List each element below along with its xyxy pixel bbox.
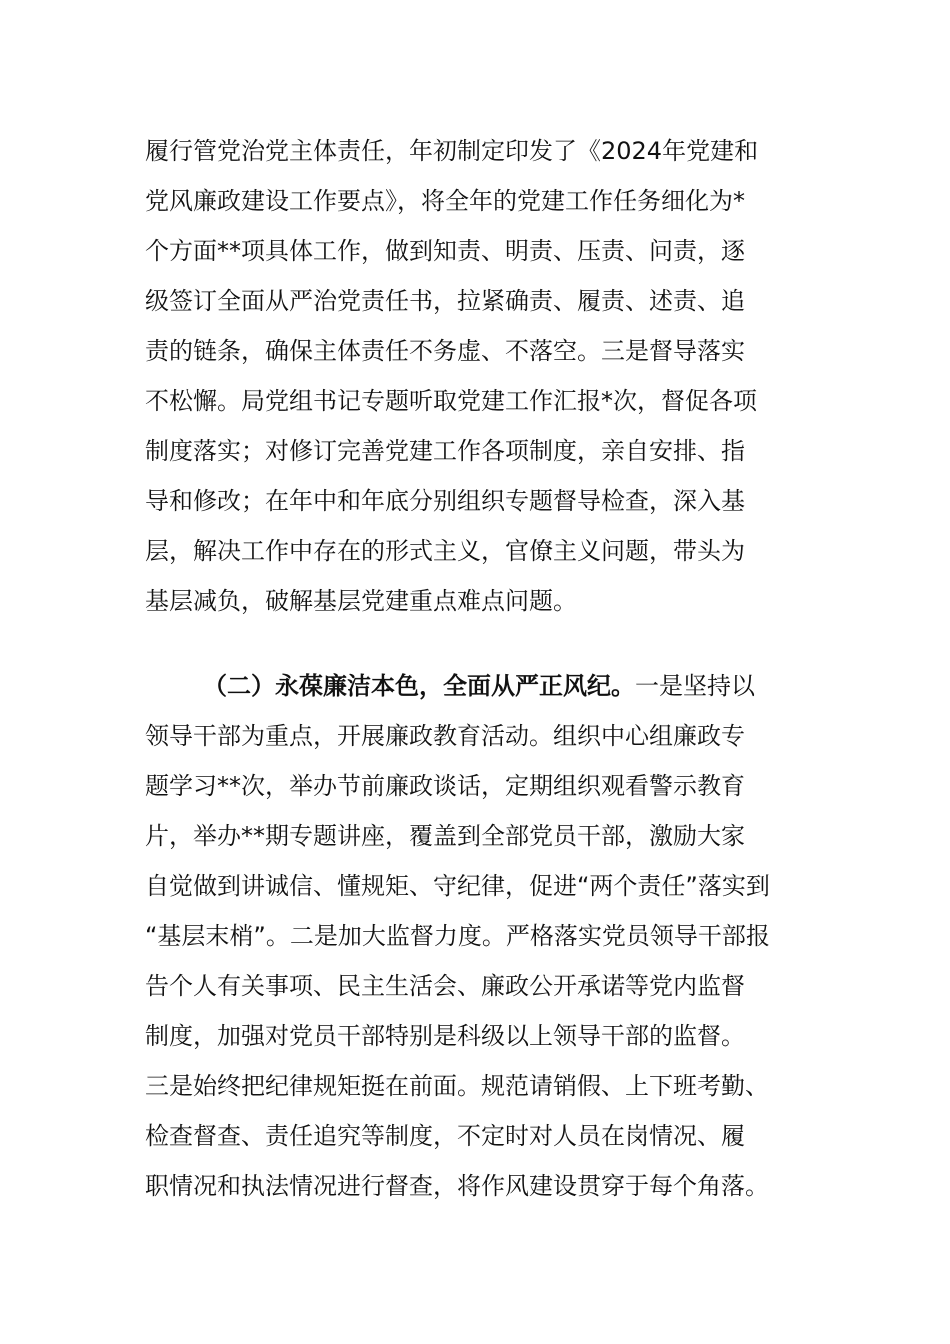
paragraph-2-line: 片，举办**期专题讲座，覆盖到全部党员干部，激励大家: [145, 822, 745, 850]
paragraph-2-line: 领导干部为重点，开展廉政教育活动。组织中心组廉政专: [145, 722, 745, 750]
paragraph-1-line: 履行管党治党主体责任，年初制定印发了《2024年党建和: [145, 137, 759, 165]
paragraph-1-line: 级签订全面从严治党责任书，拉紧确责、履责、述责、追: [145, 287, 745, 315]
paragraph-2-line: 自觉做到讲诚信、懂规矩、守纪律，促进“两个责任”落实到: [145, 872, 770, 900]
paragraph-2-line: 题学习**次，举办节前廉政谈话，定期组织观看警示教育: [145, 772, 745, 800]
paragraph-1-line: 不松懈。局党组书记专题听取党建工作汇报*次，督促各项: [145, 387, 757, 415]
paragraph-2-line: 检查督查、责任追究等制度，不定时对人员在岗情况、履: [145, 1122, 745, 1150]
paragraph-2-line: 制度，加强对党员干部特别是科级以上领导干部的监督。: [145, 1022, 745, 1050]
paragraph-2-line: 告个人有关事项、民主生活会、廉政公开承诺等党内监督: [145, 972, 745, 1000]
paragraph-2-first-line-text: 一是坚持以: [635, 672, 755, 700]
paragraph-1-line: 层，解决工作中存在的形式主义，官僚主义问题，带头为: [145, 537, 745, 565]
paragraph-2-line: 职情况和执法情况进行督查，将作风建设贯穿于每个角落。: [145, 1172, 769, 1200]
paragraph-2-first-line: [203, 661, 755, 711]
paragraph-1-line: 基层减负，破解基层党建重点难点问题。: [145, 587, 577, 615]
paragraph-1-line: 个方面**项具体工作，做到知责、明责、压责、问责，逐: [145, 237, 745, 265]
paragraph-2-line: “基层末梢”。二是加大监督力度。严格落实党员领导干部报: [145, 922, 770, 950]
paragraph-1-line: 导和修改；在年中和年底分别组织专题督导检查，深入基: [145, 487, 745, 515]
paragraph-1-line: 党风廉政建设工作要点》，将全年的党建工作任务细化为*: [145, 187, 745, 215]
paragraph-1-line: 责的链条，确保主体责任不务虚、不落空。三是督导落实: [145, 337, 745, 365]
paragraph-1-line: 制度落实；对修订完善党建工作各项制度，亲自安排、指: [145, 437, 745, 465]
section-heading: （二）永葆廉洁本色，全面从严正风纪。: [203, 672, 635, 700]
paragraph-2-line: 三是始终把纪律规矩挺在前面。规范请销假、上下班考勤、: [145, 1072, 769, 1100]
